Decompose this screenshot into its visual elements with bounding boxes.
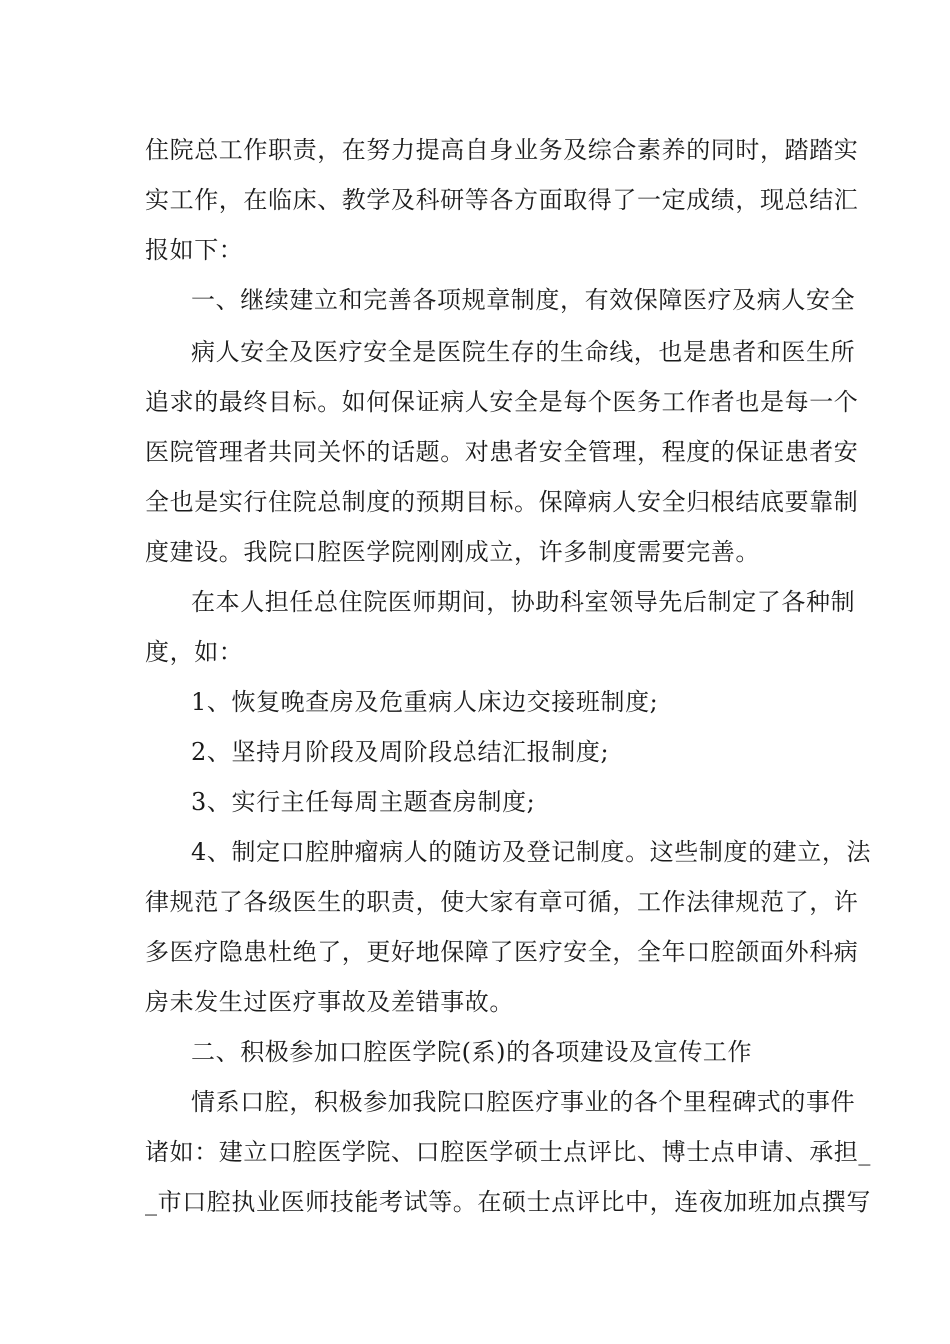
body-text-line: 住院总工作职责，在努力提高自身业务及综合素养的同时，踏踏实 (145, 136, 859, 164)
body-text-line: 全也是实行住院总制度的预期目标。保障病人安全归根结底要靠制 (145, 488, 859, 516)
body-text-line: 情系口腔，积极参加我院口腔医疗事业的各个里程碑式的事件 (191, 1088, 856, 1116)
body-text-line: 多医疗隐患杜绝了，更好地保障了医疗安全，全年口腔颌面外科病 (145, 938, 859, 966)
body-text-line: _市口腔执业医师技能考试等。在硕士点评比中，连夜加班加点撰写 (145, 1188, 871, 1216)
list-item: 2、坚持月阶段及周阶段总结汇报制度; (191, 738, 610, 766)
body-text-line: 律规范了各级医生的职责，使大家有章可循，工作法律规范了，许 (145, 888, 859, 916)
body-text-line: 在本人担任总住院医师期间，协助科室领导先后制定了各种制 (191, 588, 856, 616)
body-text-line: 房未发生过医疗事故及差错事故。 (145, 988, 514, 1016)
body-text-line: 度，如： (145, 638, 244, 666)
list-item: 4、制定口腔肿瘤病人的随访及登记制度。这些制度的建立，法 (191, 838, 872, 866)
body-text-line: 报如下： (145, 236, 244, 264)
body-text-line: 追求的最终目标。如何保证病人安全是每个医务工作者也是每一个 (145, 388, 859, 416)
body-text-line: 病人安全及医疗安全是医院生存的生命线，也是患者和医生所 (191, 338, 856, 366)
list-item: 1、恢复晚查房及危重病人床边交接班制度; (191, 688, 659, 716)
body-text-line: 诸如：建立口腔医学院、口腔医学硕士点评比、博士点申请、承担_ (145, 1138, 871, 1166)
section-heading-1: 一、继续建立和完善各项规章制度，有效保障医疗及病人安全 (191, 286, 856, 314)
body-text-line: 实工作，在临床、教学及科研等各方面取得了一定成绩，现总结汇 (145, 186, 859, 214)
body-text-line: 医院管理者共同关怀的话题。对患者安全管理，程度的保证患者安 (145, 438, 859, 466)
list-item: 3、实行主任每周主题查房制度; (191, 788, 536, 816)
section-heading-2: 二、积极参加口腔医学院(系)的各项建设及宣传工作 (191, 1038, 753, 1066)
body-text-line: 度建设。我院口腔医学院刚刚成立，许多制度需要完善。 (145, 538, 760, 566)
